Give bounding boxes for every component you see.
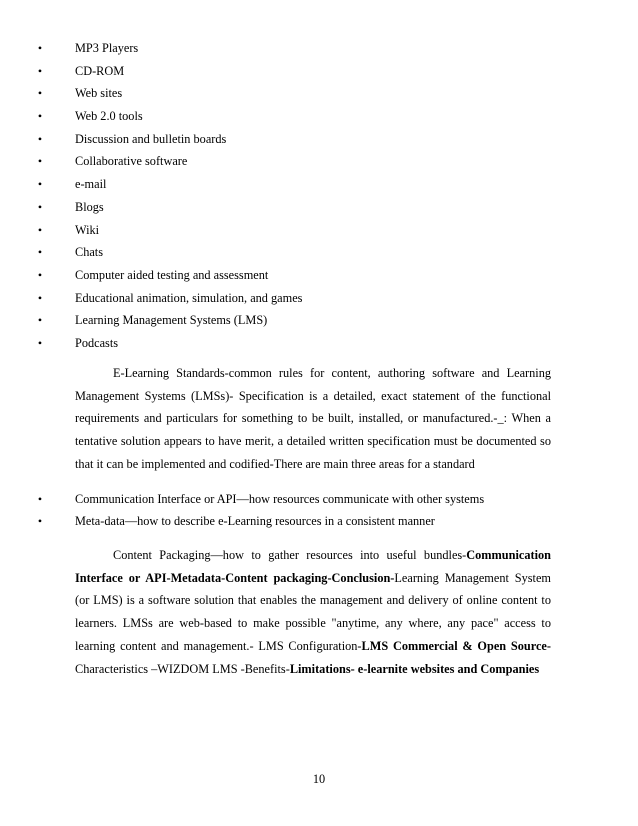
bullet-icon: • [37, 335, 43, 350]
bullet-icon: • [37, 63, 43, 78]
list-item [0, 241, 638, 264]
text-run: Characteristics –WIZDOM LMS -Benefits- [75, 661, 290, 676]
list-item-text: Learning Management Systems (LMS) [75, 313, 268, 328]
list-item-text: Meta-data—how to describe e-Learning resources in a consistent manner [75, 514, 435, 528]
bullet-icon: • [37, 199, 43, 214]
list-item-text: Blogs [75, 199, 104, 214]
bold-text-run: Communication Interface or API-Metadata-Content packaging-Conclusion- [75, 548, 551, 585]
bullet-icon: • [37, 514, 43, 528]
list-item [0, 196, 638, 219]
list-item [0, 37, 638, 60]
list-item-text: Web 2.0 tools [75, 109, 143, 124]
list-item-text: Collaborative software [75, 154, 188, 169]
list-item-text: e-mail [75, 177, 107, 192]
list-item-text: Wiki [75, 222, 100, 237]
list-item [0, 332, 638, 355]
bullet-icon: • [37, 109, 43, 124]
list-item [0, 264, 638, 287]
bullet-icon: • [37, 222, 43, 237]
list-item [0, 60, 638, 83]
bullet-icon: • [37, 86, 43, 101]
list-item-text: Web sites [75, 86, 123, 101]
bullet-icon: • [37, 177, 43, 192]
standards-paragraph: E-Learning Standards-common rules for content, authoring software and Learning Management Systems (LMSs)- Specification is a detailed, exact statement of the functional requirements and particulars for something to be built, installed, or manufactured.-_: When a tentative solution appears to have merit, a detailed written specification must be documented so that it can be implemented and codified-There are main three areas for a standard [75, 366, 551, 471]
bullet-icon: • [37, 492, 43, 506]
list-item-text: MP3 Players [75, 41, 139, 55]
list-item-text: Chats [75, 245, 104, 260]
bullet-icon: • [37, 290, 43, 305]
bullet-list-standards [0, 488, 638, 532]
page-number: 10 [312, 772, 326, 786]
list-item [0, 219, 638, 242]
bullet-icon: • [37, 267, 43, 282]
bullet-icon: • [37, 245, 43, 260]
list-item [0, 128, 638, 151]
lms-paragraph [75, 544, 551, 680]
bullet-icon: • [37, 154, 43, 169]
bullet-icon: • [37, 41, 43, 55]
bullet-icon: • [37, 313, 43, 328]
list-item [0, 287, 638, 310]
list-item [0, 488, 638, 510]
text-run: Learning Management System (or LMS) is a software solution that enables the management and delivery of online content to learners. LMSs are web-based to make possible "anytime, any where, any pace" access to learning content and management.- LMS Configuration- [75, 570, 551, 653]
list-item-text: CD-ROM [75, 63, 125, 78]
list-item-text: Podcasts [75, 335, 119, 350]
list-item [0, 150, 638, 173]
list-item-text: Communication Interface or API—how resources communicate with other systems [75, 492, 485, 506]
list-item [0, 82, 638, 105]
list-item [0, 510, 638, 532]
text-run: Content Packaging—how to gather resources into useful bundles- [113, 548, 467, 562]
bullet-list-tools [0, 37, 638, 355]
list-item-text: Educational animation, simulation, and games [75, 290, 303, 305]
list-item [0, 309, 638, 332]
list-item-text: Computer aided testing and assessment [75, 267, 269, 282]
bold-text-run: Limitations- e-learnite websites and Companies [289, 661, 540, 676]
list-item [0, 173, 638, 196]
bullet-icon: • [37, 131, 43, 146]
list-item-text: Discussion and bulletin boards [75, 131, 227, 146]
bold-text-run: LMS Commercial & Open Source- [361, 638, 551, 653]
list-item [0, 105, 638, 128]
